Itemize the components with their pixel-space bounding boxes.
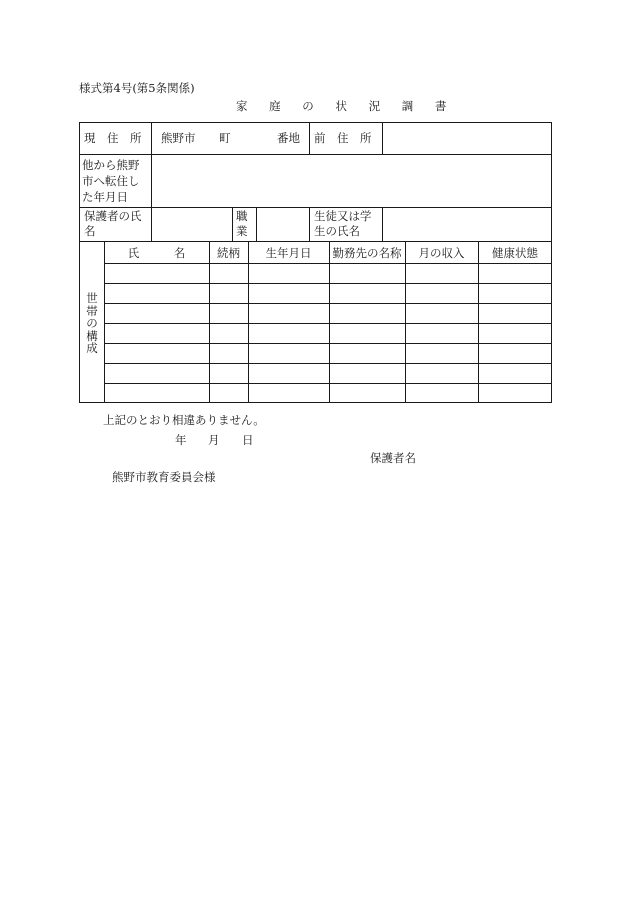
guardian-name-field[interactable] <box>152 208 232 240</box>
previous-address-field[interactable] <box>383 123 551 153</box>
date-day-label: 日 <box>242 433 254 447</box>
household-cell-relationship[interactable] <box>210 384 247 402</box>
column-header-employer: 勤務先の名称 <box>332 246 402 260</box>
column-header-health: 健康状態 <box>492 246 538 260</box>
household-cell-health[interactable] <box>479 264 551 282</box>
column-divider <box>309 122 310 154</box>
household-label-char: 世 <box>86 291 98 305</box>
column-divider <box>309 207 310 241</box>
household-cell-employer[interactable] <box>330 264 404 282</box>
household-cell-health[interactable] <box>479 344 551 362</box>
household-cell-relationship[interactable] <box>210 264 247 282</box>
household-cell-relationship[interactable] <box>210 324 247 342</box>
declaration-statement: 上記のとおり相違ありません。 <box>103 413 265 427</box>
household-label-char: 帯 <box>86 303 98 318</box>
student-name-label: 生徒又は学生の氏名 <box>314 209 372 238</box>
column-divider <box>151 122 152 154</box>
household-cell-health[interactable] <box>479 284 551 302</box>
household-composition-label <box>84 292 100 355</box>
lot-number-label: 番地 <box>277 131 300 145</box>
household-cell-employer[interactable] <box>330 284 404 302</box>
household-cell-relationship[interactable] <box>210 284 247 302</box>
form-number: 様式第4号(第5条関係) <box>79 81 195 95</box>
household-cell-birthdate[interactable] <box>249 264 328 282</box>
household-cell-name[interactable] <box>105 384 208 402</box>
household-cell-birthdate[interactable] <box>249 284 328 302</box>
current-address-label: 現 住 所 <box>84 131 142 145</box>
household-cell-name[interactable] <box>105 304 208 322</box>
household-cell-relationship[interactable] <box>210 304 247 322</box>
occupation-field[interactable] <box>257 208 309 240</box>
household-label-char: の <box>86 316 98 330</box>
occupation-label: 職業 <box>236 209 248 238</box>
household-label-char: 構 <box>86 328 98 343</box>
moved-date-label: 他から熊野市へ転住した年月日 <box>82 158 140 204</box>
moved-date-field[interactable] <box>152 155 551 206</box>
column-header-birthdate: 生年月日 <box>265 246 312 260</box>
date-year-label: 年 <box>175 433 187 447</box>
household-cell-health[interactable] <box>479 384 551 402</box>
household-cell-health[interactable] <box>479 304 551 322</box>
column-header-monthly-income: 月の収入 <box>418 246 465 260</box>
household-cell-birthdate[interactable] <box>249 384 328 402</box>
household-cell-health[interactable] <box>479 324 551 342</box>
household-cell-monthly-income[interactable] <box>406 384 477 402</box>
guardian-signature-label: 保護者名 <box>370 451 416 465</box>
household-cell-health[interactable] <box>479 364 551 382</box>
household-cell-name[interactable] <box>105 364 208 382</box>
addressee: 熊野市教育委員会様 <box>112 470 216 484</box>
row-divider <box>79 241 552 242</box>
household-cell-employer[interactable] <box>330 384 404 402</box>
household-cell-employer[interactable] <box>330 304 404 322</box>
document-title: 家 庭 の 状 況 調 書 <box>236 99 456 113</box>
previous-address-label: 前 住 所 <box>314 131 372 145</box>
household-cell-employer[interactable] <box>330 344 404 362</box>
household-cell-relationship[interactable] <box>210 344 247 362</box>
household-cell-monthly-income[interactable] <box>406 284 477 302</box>
household-label-char: 成 <box>86 341 98 355</box>
date-month-label: 月 <box>208 433 220 447</box>
column-header-name: 氏 名 <box>127 246 186 260</box>
column-header-relationship: 続柄 <box>217 246 240 260</box>
household-cell-employer[interactable] <box>330 324 404 342</box>
column-divider <box>232 207 233 241</box>
household-cell-monthly-income[interactable] <box>406 364 477 382</box>
city-label: 熊野市 <box>161 131 196 145</box>
household-cell-birthdate[interactable] <box>249 364 328 382</box>
household-cell-birthdate[interactable] <box>249 344 328 362</box>
household-cell-monthly-income[interactable] <box>406 304 477 322</box>
guardian-name-label: 保護者の氏 名 <box>84 209 165 238</box>
household-cell-monthly-income[interactable] <box>406 324 477 342</box>
student-name-field[interactable] <box>383 208 551 240</box>
household-cell-name[interactable] <box>105 324 208 342</box>
household-cell-birthdate[interactable] <box>249 324 328 342</box>
household-cell-name[interactable] <box>105 284 208 302</box>
household-cell-birthdate[interactable] <box>249 304 328 322</box>
household-cell-monthly-income[interactable] <box>406 344 477 362</box>
town-label: 町 <box>219 131 231 145</box>
household-cell-relationship[interactable] <box>210 364 247 382</box>
household-cell-name[interactable] <box>105 264 208 282</box>
household-cell-name[interactable] <box>105 344 208 362</box>
household-cell-monthly-income[interactable] <box>406 264 477 282</box>
household-cell-employer[interactable] <box>330 364 404 382</box>
